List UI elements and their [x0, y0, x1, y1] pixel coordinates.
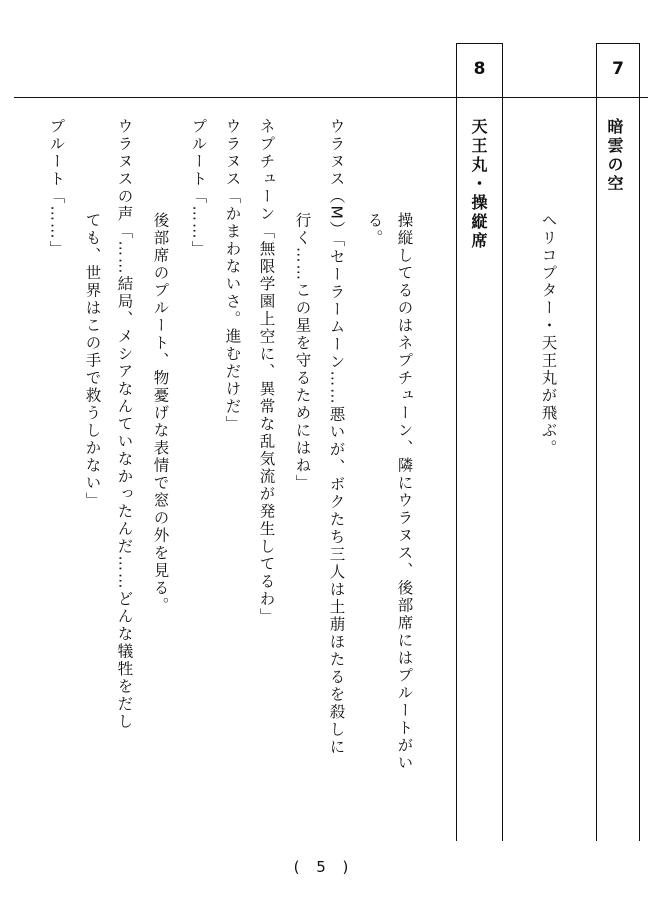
scene-7-line-1: ヘリコプター・天王丸が飛ぶ。 — [539, 212, 558, 457]
dialogue-line: ウラヌス「かまわないさ。進むだけだ」 — [223, 118, 242, 433]
dialogue-line: ウラヌス（M）「セーラームーン……悪いが、ボクたち三人は土萠ほたるを殺しに — [327, 118, 346, 756]
action-line: 後部席のプルート、物憂げな表情で窓の外を見る。 — [151, 212, 170, 615]
dialogue-line: ネプチューン「無限学園上空に、異常な乱気流が発生してるわ」 — [257, 118, 276, 626]
scene-7-heading: 暗雲の空 — [605, 118, 624, 194]
scene-7-number: 7 — [612, 59, 624, 79]
dialogue-line: ウラヌスの声「……結局、メシアなんていなかったんだ……どんな犠牲をだし — [115, 118, 134, 731]
header-rule — [14, 97, 648, 98]
dialogue-line-cont: ても、世界はこの手で救うしかない」 — [83, 212, 102, 510]
dialogue-line: プルート「……」 — [189, 118, 208, 258]
scene-8-heading: 天王丸・操縦席 — [469, 118, 488, 251]
action-line: 操縦してるのはネプチューン、隣にウラヌス、後部席にはプルートがい — [395, 212, 414, 772]
dialogue-line-cont: 行く……この星を守るためにはね」 — [293, 212, 312, 492]
dialogue-line: プルート「……」 — [47, 118, 66, 258]
page-number: ( 5 ) — [293, 858, 355, 876]
scene-8-number: 8 — [473, 59, 486, 79]
action-line-cont: る。 — [365, 212, 384, 247]
